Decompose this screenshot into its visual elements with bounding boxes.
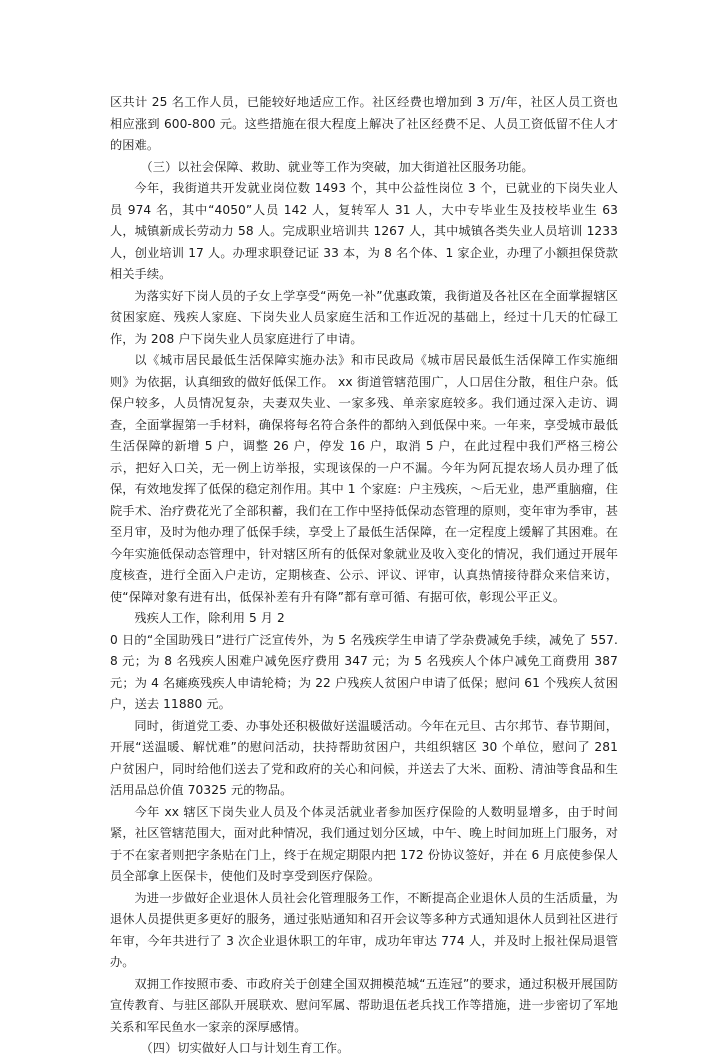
- paragraph-two-exemptions: 为落实好下岗人员的子女上学享受“两免一补”优惠政策，我街道及各社区在全面掌握辖区贫困家庭、残疾人家庭、下岗失业人员家庭生活和工作近况的基础上，经过十几天的忙碌工作，为 208 户下岗失业人员家庭进行了申请。: [110, 288, 618, 346]
- paragraph-disabled-work: 0 日的“全国助残日”进行广泛宣传外，为 5 名残疾学生申请了学杂费减免手续，减免了 557.8 元；为 8 名残疾人困难户减免医疗费用 347 元；为 5 名残疾人个体户减免工商费用 387 元；为 4 名瘫痪残疾人申请轮椅；为 22 户残疾人贫困户申请了低保；慰问 61 个残疾人贫困户，送去 11880 元。: [110, 632, 618, 711]
- paragraph-minimum-living: 以《城市居民最低生活保障实施办法》和市民政局《城市居民最低生活保障工作实施细则》为依据，认真细致的做好低保工作。 xx 街道管辖范围广，人口居住分散，租住户杂。低保户较多，人员情况复杂，夫妻双失业、一家多残、单亲家庭较多。我们通过深入走访、调查，全面掌握第一手材料，确保将每名符合条件的都纳入到低保中来。一年来，享受城市最低生活保障的新增 5 户，调整 26 户，停发 16 户，取消 5 户，在此过程中我们严格三榜公示，把好入口关，无一例上访举报，实现该保的一户不漏。今年为阿瓦提农场人员办理了低保，有效地发挥了低保的稳定剂作用。其中 1 个家庭：户主残疾，～后无业，患严重脑瘤，住院手术、治疗费花光了全部积蓄，我们在工作中坚持低保动态管理的原则，变年审为季审，甚至月审，及时为他办理了低保手续，享受上了最低生活保障，在一定程度上缓解了其困难。在今年实施低保动态管理中，针对辖区所有的低保对象就业及收入变化的情况，我们通过开展年度核查，进行全面入户走访，定期核查、公示、评议、评审，认真热情接待群众来信来访，使“保障对象有进有出，低保补差有升有降”都有章可循、有据可依，彰现公平正义。: [110, 353, 618, 604]
- paragraph-retirees: 为进一步做好企业退休人员社会化管理服务工作，不断提高企业退休人员的生活质量，为退休人员提供更多更好的服务，通过张贴通知和召开会议等多种方式通知退休人员到社区进行年审，今年共进行了 3 次企业退休职工的年审，成功年审达 774 人，并及时上报社保局退管办。: [110, 890, 618, 969]
- section-heading-4: （四）切实做好人口与计划生育工作。: [140, 1041, 350, 1055]
- paragraph-employment: 今年，我街道共开发就业岗位数 1493 个，其中公益性岗位 3 个，已就业的下岗失业人员 974 名，其中“4050”人员 142 人，复转军人 31 人，大中专毕业生及技校毕业生 63 人，城镇新成长劳动力 58 人。完成职业培训共 1267 人，其中城镇各类失业人员培训 1233 人，创业培训 17 人。办理求职登记证 33 本，为 8 名个体、1 家企业，办理了小额担保贷款相关手续。: [110, 181, 618, 281]
- paragraph-double-support: 双拥工作按照市委、市政府关于创建全国双拥模范城“五连冠”的要求，通过积极开展国防宣传教育、与驻区部队开展联欢、慰问军属、帮助退伍老兵找工作等措施，进一步密切了军地关系和军民鱼水一家亲的深厚感情。: [110, 976, 618, 1034]
- section-heading-3: （三）以社会保障、救助、就业等工作为突破，加大街道社区服务功能。: [140, 159, 534, 174]
- document-page: [110, 92, 618, 1060]
- paragraph-community-staff: 区共计 25 名工作人员，已能较好地适应工作。社区经费也增加到 3 万/年，社区人员工资也相应涨到 600-800 元。这些措施在很大程度上解决了社区经费不足、人员工资低留不住人才的困难。: [110, 95, 618, 152]
- paragraph-medical-insurance: 今年 xx 辖区下岗失业人员及个体灵活就业者参加医疗保险的人数明显增多，由于时间紧，社区管辖范围大，面对此种情况，我们通过划分区域，中午、晚上时间加班上门服务，对于不在家者则把字条贴在门上，终于在规定期限内把 172 份协议签好，并在 6 月底使参保人员全部拿上医保卡，使他们及时享受到医疗保险。: [110, 804, 618, 883]
- paragraph-warmth-activity: 同时，街道党工委、办事处还积极做好送温暖活动。今年在元旦、古尔邦节、春节期间，开展“送温暖、解忧难”的慰问活动，扶持帮助贫困户，共组织辖区 30 个单位，慰问了 281 户贫困户，同时给他们送去了党和政府的关心和问候，并送去了大米、面粉、清油等食品和生活用品总价值 70325 元的物品。: [110, 718, 618, 797]
- paragraph-disabled-work-start: 残疾人工作，除利用 5 月 2: [134, 611, 285, 625]
